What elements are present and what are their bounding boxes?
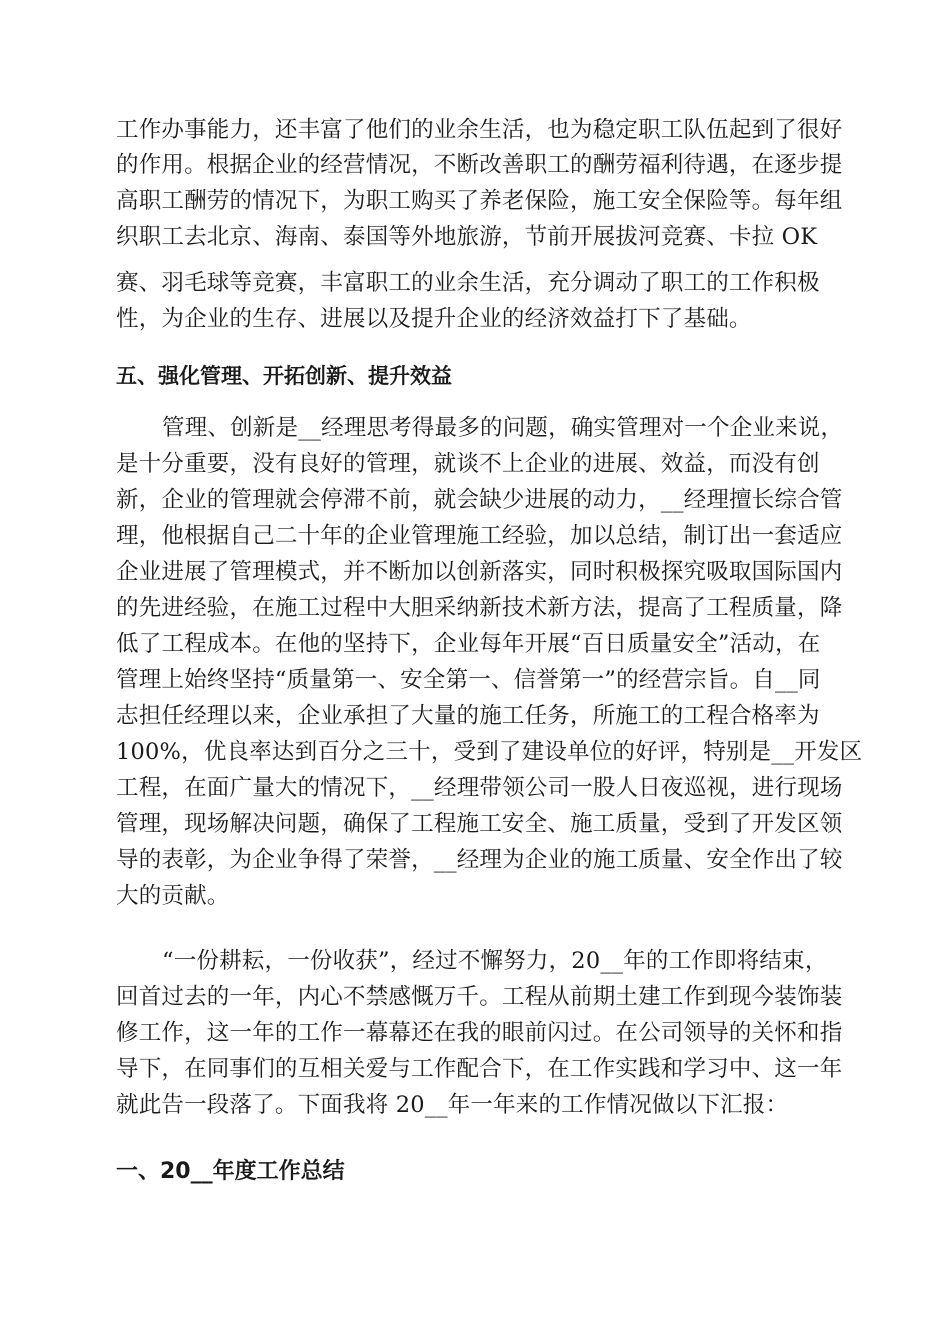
paragraph-line: 管理上始终坚持“质量第一、安全第一、信誉第一”的经营宗旨。自__同 (116, 667, 821, 693)
paragraph-line: 管理，现场解决问题，确保了工程施工安全、施工质量，受到了开发区领 (116, 811, 843, 837)
paragraph-line: 100%，优良率达到百分之三十，受到了建设单位的好评，特别是__开发区 (116, 739, 863, 765)
paragraph-line: 的作用。根据企业的经营情况，不断改善职工的酬劳福利待遇，在逐步提 (116, 152, 843, 178)
paragraph-line: 理，他根据自己二十年的企业管理施工经验，加以总结，制订出一套适应 (116, 523, 843, 549)
paragraph-line: 高职工酬劳的情况下，为职工购买了养老保险，施工安全保险等。每年组 (116, 188, 843, 214)
paragraph-line: 回首过去的一年，内心不禁感慨万千。工程从前期土建工作到现今装饰装 (116, 984, 843, 1010)
paragraph-line: 管理、创新是__经理思考得最多的问题，确实管理对一个企业来说， (162, 415, 844, 441)
paragraph-line: 志担任经理以来，企业承担了大量的施工任务，所施工的工程合格率为 (116, 703, 820, 729)
paragraph-line: 工作办事能力，还丰富了他们的业余生活，也为稳定职工队伍起到了很好 (116, 117, 843, 143)
paragraph-line: 就此告一段落了。下面我将 20__年一年来的工作情况做以下汇报： (116, 1092, 789, 1118)
paragraph-line: 大的贡献。 (116, 883, 230, 909)
paragraph-line: 是十分重要，没有良好的管理，就谈不上企业的进展、效益，而没有创 (116, 451, 820, 477)
paragraph-line: 修工作，这一年的工作一幕幕还在我的眼前闪过。在公司领导的关怀和指 (116, 1020, 843, 1046)
section-heading: 一、20__年度工作总结 (116, 1159, 345, 1184)
paragraph-line: 性，为企业的生存、进展以及提升企业的经济效益打下了基础。 (116, 306, 752, 332)
paragraph-line: 新，企业的管理就会停滞不前，就会缺少进展的动力，__经理擅长综合管 (116, 487, 843, 513)
paragraph-line: 低了工程成本。在他的坚持下，企业每年开展“百日质量安全”活动，在 (116, 631, 821, 657)
paragraph-line: 企业进展了管理模式，并不断加以创新落实，同时积极探究吸取国际国内 (116, 559, 843, 585)
paragraph-line: 导的表彰，为企业争得了荣誉，__经理为企业的施工质量、安全作出了较 (116, 847, 843, 873)
paragraph-line: 织职工去北京、海南、泰国等外地旅游，节前开展拔河竞赛、卡拉 OK (116, 224, 818, 250)
paragraph-line: 导下，在同事们的互相关爱与工作配合下，在工作实践和学习中、这一年 (116, 1056, 843, 1082)
paragraph-line: 的先进经验，在施工过程中大胆采纳新技术新方法，提高了工程质量，降 (116, 595, 843, 621)
paragraph-line: 赛、羽毛球等竞赛，丰富职工的业余生活，充分调动了职工的工作积极 (116, 270, 820, 296)
paragraph-line: “一份耕耘，一份收获”，经过不懈努力，20__年的工作即将结束， (162, 948, 828, 974)
section-heading: 五、强化管理、开拓创新、提升效益 (116, 364, 452, 388)
paragraph-line: 工程，在面广量大的情况下，__经理带领公司一股人日夜巡视，进行现场 (116, 775, 843, 801)
